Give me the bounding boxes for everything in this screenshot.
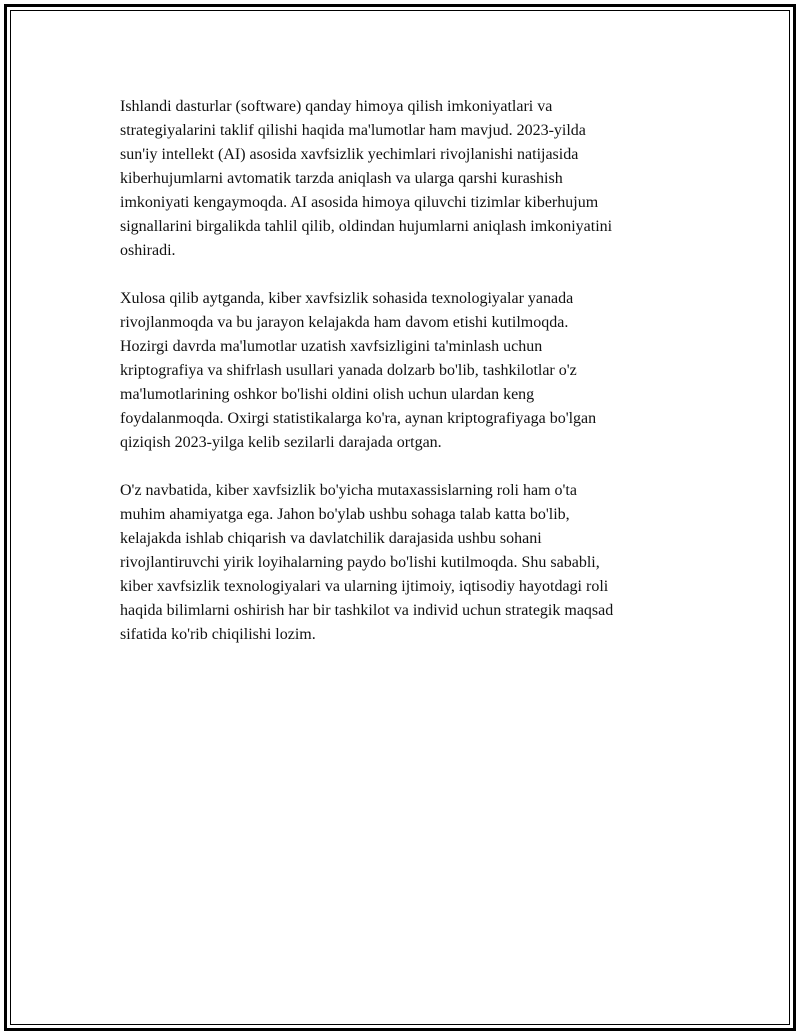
text-line: muhim ahamiyatga ega. Jahon bo'ylab ushbu sohaga talab katta bo'lib, (120, 506, 570, 523)
text-line: kriptografiya va shifrlash usullari yanada dolzarb bo'lib, tashkilotlar o'z (120, 362, 577, 379)
paragraph-3 (120, 479, 695, 647)
document-body (120, 95, 695, 671)
text-line: rivojlantiruvchi yirik loyihalarning paydo bo'lishi kutilmoqda. Shu sababli, (120, 554, 600, 571)
text-line: Hozirgi davrda ma'lumotlar uzatish xavfsizligini ta'minlash uchun (120, 338, 543, 355)
text-line: oshiradi. (120, 242, 176, 259)
text-line: foydalanmoqda. Oxirgi statistikalarga ko'ra, aynan kriptografiyaga bo'lgan (120, 410, 597, 427)
paragraph-2 (120, 287, 695, 455)
text-line: O'z navbatida, kiber xavfsizlik bo'yicha mutaxassislarning roli ham o'ta (120, 482, 577, 499)
text-line: imkoniyati kengaymoqda. AI asosida himoya qiluvchi tizimlar kiberhujum (120, 194, 599, 211)
paragraph-1 (120, 95, 695, 263)
text-line: signallarini birgalikda tahlil qilib, oldindan hujumlarni aniqlash imkoniyatini (120, 218, 613, 235)
text-line: ma'lumotlarining oshkor bo'lishi oldini olish uchun ulardan keng (120, 386, 535, 403)
text-line: haqida bilimlarni oshirish har bir tashkilot va individ uchun strategik maqsad (120, 602, 614, 619)
text-line: kiberhujumlarni avtomatik tarzda aniqlash va ularga qarshi kurashish (120, 170, 563, 187)
text-line: kelajakda ishlab chiqarish va davlatchilik darajasida ushbu sohani (120, 530, 542, 547)
text-line: strategiyalarini taklif qilishi haqida ma'lumotlar ham mavjud. 2023-yilda (120, 122, 586, 139)
text-line: qiziqish 2023-yilga kelib sezilarli darajada ortgan. (120, 434, 442, 451)
text-line: rivojlanmoqda va bu jarayon kelajakda ham davom etishi kutilmoqda. (120, 314, 569, 331)
document-page (4, 4, 796, 1031)
text-line: sun'iy intellekt (AI) asosida xavfsizlik yechimlari rivojlanishi natijasida (120, 146, 579, 163)
text-line: Ishlandi dasturlar (software) qanday himoya qilish imkoniyatlari va (120, 98, 553, 115)
text-line: sifatida ko'rib chiqilishi lozim. (120, 626, 316, 643)
text-line: Xulosa qilib aytganda, kiber xavfsizlik sohasida texnologiyalar yanada (120, 290, 574, 307)
text-line: kiber xavfsizlik texnologiyalari va ularning ijtimoiy, iqtisodiy hayotdagi roli (120, 578, 609, 595)
